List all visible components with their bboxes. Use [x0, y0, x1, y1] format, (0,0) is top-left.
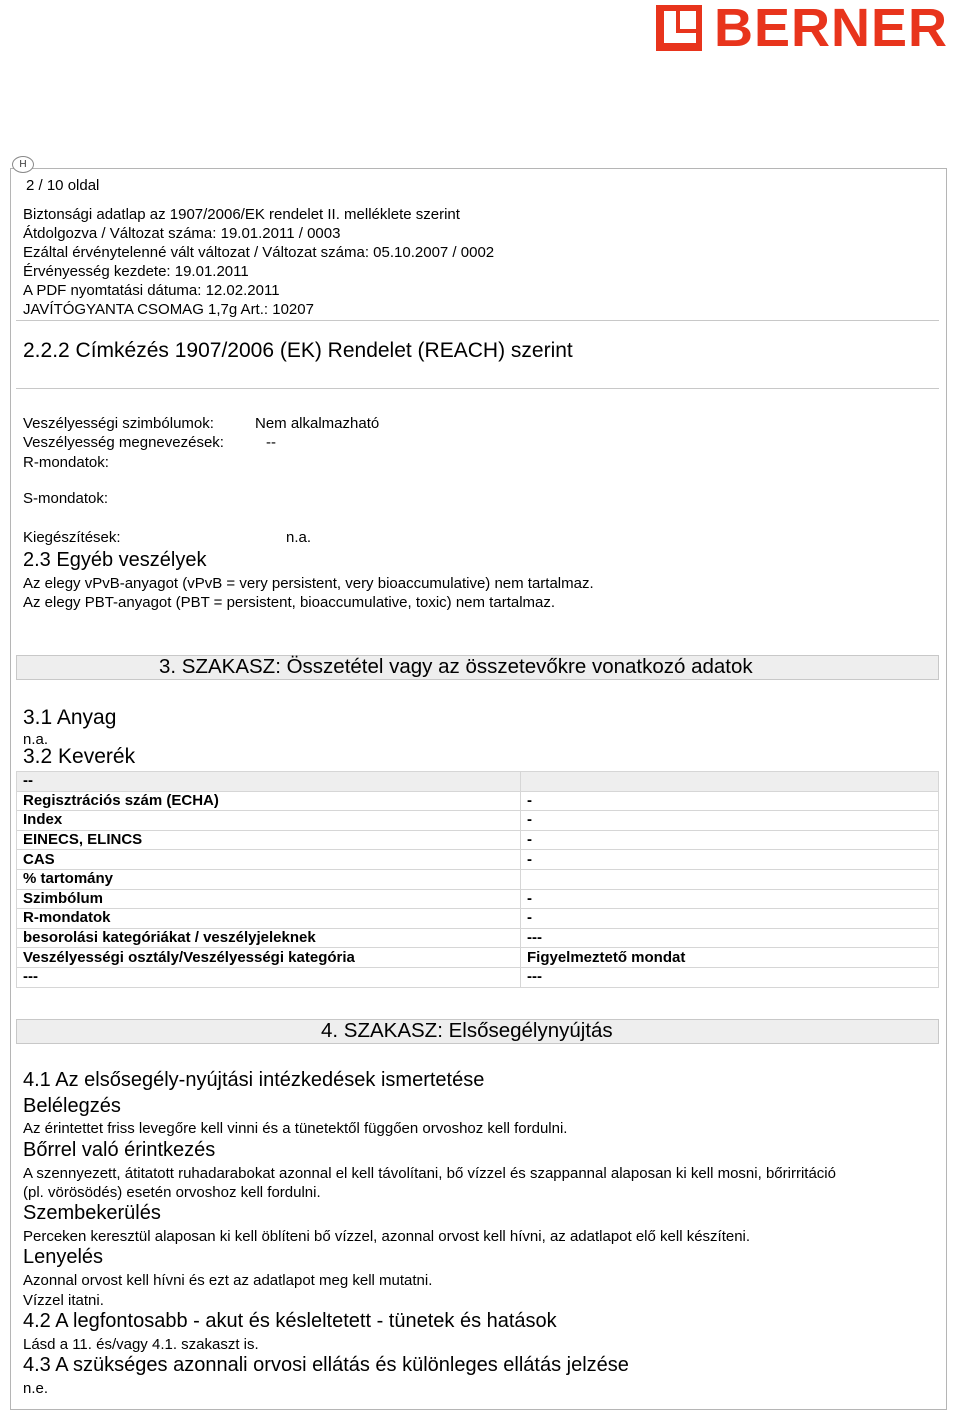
- brand-name: BERNER: [714, 0, 949, 58]
- mixture-heading: 3.2 Keverék: [23, 745, 136, 768]
- header-line-1: Biztonsági adatlap az 1907/2006/EK rendelet II. melléklete szerint: [23, 206, 460, 223]
- ingestion-text-1: Azonnal orvost kell hívni és ezt az adatlapot meg kell mutatni.: [23, 1272, 433, 1289]
- header-line-4: Érvényesség kezdete: 19.01.2011: [23, 263, 249, 280]
- table-row: [17, 869, 939, 889]
- first-aid-measures-heading: 4.1 Az elsősegély-nyújtási intézkedések ismertetése: [23, 1069, 485, 1091]
- language-badge: H: [12, 156, 34, 173]
- section-3-title: 3. SZAKASZ: Összetétel vagy az összetevőkre vonatkozó adatok: [159, 655, 753, 678]
- section-4-bar: [16, 1019, 939, 1044]
- vpvb-statement: Az elegy vPvB-anyagot (vPvB = very persistent, very bioaccumulative) nem tartalmaz.: [23, 575, 594, 592]
- symptoms-heading: 4.2 A legfontosabb - akut és késleltetett - tünetek és hatások: [23, 1310, 557, 1332]
- hazard-symbols-label: Veszélyességi szimbólumok:: [23, 415, 214, 432]
- table-cell-label: EINECS, ELINCS: [17, 830, 521, 850]
- eye-contact-text: Perceken keresztül alaposan ki kell öblíteni bő vízzel, azonnal orvost kell hívni, az adatlapot elő kell készíteni.: [23, 1228, 751, 1245]
- hazard-names-value: --: [266, 434, 276, 451]
- labelling-heading: 2.2.2 Címkézés 1907/2006 (EK) Rendelet (REACH) szerint: [23, 339, 573, 362]
- table-cell-label: Veszélyességi osztály/Veszélyességi kategória: [17, 948, 521, 968]
- table-row: [17, 928, 939, 948]
- mixture-table: [16, 771, 939, 988]
- table-row: [17, 850, 939, 870]
- symptoms-text: Lásd a 11. és/vagy 4.1. szakaszt is.: [23, 1336, 259, 1353]
- header-divider: [16, 320, 939, 321]
- table-cell-value: -: [521, 811, 939, 831]
- table-cell-value: [521, 869, 939, 889]
- table-cell-value: -: [521, 889, 939, 909]
- inhalation-text: Az érintettet friss levegőre kell vinni és a tünetektől függően orvoshoz kell fordulni.: [23, 1120, 568, 1137]
- header-line-6: JAVÍTÓGYANTA CSOMAG 1,7g Art.: 10207: [23, 301, 314, 318]
- pbt-statement: Az elegy PBT-anyagot (PBT = persistent, bioaccumulative, toxic) nem tartalmaz.: [23, 594, 556, 611]
- ingestion-text-2: Vízzel itatni.: [23, 1292, 104, 1309]
- table-cell-value: -: [521, 909, 939, 929]
- table-cell-value: -: [521, 850, 939, 870]
- skin-contact-heading: Bőrrel való érintkezés: [23, 1139, 216, 1161]
- table-row: [17, 967, 939, 987]
- s-phrases-label: S-mondatok:: [23, 490, 109, 507]
- r-phrases-label: R-mondatok:: [23, 454, 109, 471]
- table-cell-value: -: [521, 830, 939, 850]
- table-cell-label: CAS: [17, 850, 521, 870]
- inhalation-heading: Belélegzés: [23, 1095, 121, 1117]
- other-hazards-heading: 2.3 Egyéb veszélyek: [23, 549, 207, 571]
- supplements-value: n.a.: [286, 529, 312, 546]
- eye-contact-heading: Szembekerülés: [23, 1202, 161, 1224]
- supplements-label: Kiegészítések:: [23, 529, 121, 546]
- substance-value: n.a.: [23, 731, 49, 748]
- section-3-bar: [16, 655, 939, 680]
- header-line-2: Átdolgozva / Változat száma: 19.01.2011 / 0003: [23, 225, 341, 242]
- section-divider: [16, 388, 939, 389]
- section-4-title: 4. SZAKASZ: Elsősegélynyújtás: [321, 1019, 613, 1042]
- berner-logo-mark-icon: [656, 5, 702, 51]
- table-cell-value: [521, 772, 939, 792]
- table-row: [17, 791, 939, 811]
- medical-attention-heading: 4.3 A szükséges azonnali orvosi ellátás és különleges ellátás jelzése: [23, 1354, 629, 1376]
- substance-heading: 3.1 Anyag: [23, 706, 117, 729]
- table-cell-value: Figyelmeztető mondat: [521, 948, 939, 968]
- table-cell-label: ---: [17, 967, 521, 987]
- table-cell-value: ---: [521, 967, 939, 987]
- hazard-symbols-value: Nem alkalmazható: [255, 415, 380, 432]
- table-row: [17, 811, 939, 831]
- skin-contact-text-1: A szennyezett, átitatott ruhadarabokat azonnal el kell távolítani, bő vízzel és szappannal alaposan ki kell mosni, bőrirritáció: [23, 1165, 836, 1182]
- table-cell-label: Index: [17, 811, 521, 831]
- table-row: [17, 772, 939, 792]
- table-cell-label: Szimbólum: [17, 889, 521, 909]
- hazard-names-label: Veszélyesség megnevezések:: [23, 434, 224, 451]
- table-cell-label: Regisztrációs szám (ECHA): [17, 791, 521, 811]
- header-line-5: A PDF nyomtatási dátuma: 12.02.2011: [23, 282, 280, 299]
- skin-contact-text-2: (pl. vörösödés) esetén orvoshoz kell fordulni.: [23, 1184, 321, 1201]
- table-row: [17, 948, 939, 968]
- table-cell-label: % tartomány: [17, 869, 521, 889]
- table-cell-label: besorolási kategóriákat / veszélyjeleknek: [17, 928, 521, 948]
- page-number: 2 / 10 oldal: [26, 177, 100, 194]
- table-cell-value: -: [521, 791, 939, 811]
- table-row: [17, 889, 939, 909]
- header-line-3: Ezáltal érvénytelenné vált változat / Változat száma: 05.10.2007 / 0002: [23, 244, 495, 261]
- table-cell-value: ---: [521, 928, 939, 948]
- berner-logo: [656, 0, 956, 58]
- ingestion-heading: Lenyelés: [23, 1246, 104, 1268]
- table-row: [17, 909, 939, 929]
- table-cell-label: --: [17, 772, 521, 792]
- table-row: [17, 830, 939, 850]
- table-cell-label: R-mondatok: [17, 909, 521, 929]
- medical-attention-text: n.e.: [23, 1380, 49, 1397]
